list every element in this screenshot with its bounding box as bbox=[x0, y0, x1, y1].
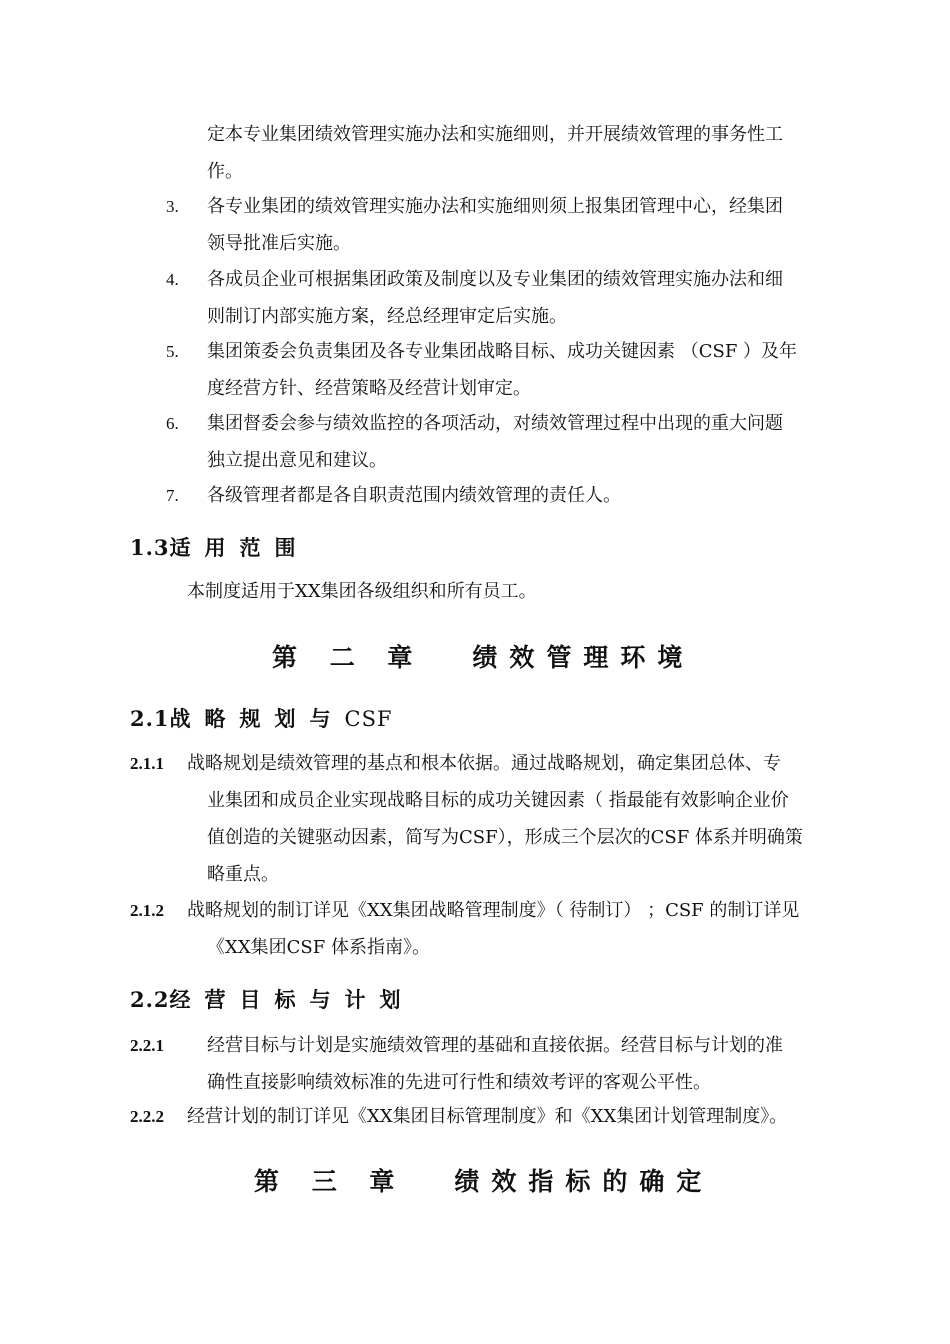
list-item-4-line-2: 则制订内部实施方案，经总经理审定后实施。 bbox=[207, 306, 567, 327]
clause-2-1-1-line-3: 值创造的关键驱动因素，简写为CSF），形成三个层次的CSF 体系并明确策 bbox=[207, 827, 803, 848]
section-title: 适用范围 bbox=[169, 535, 310, 560]
list-item-number: 5. bbox=[166, 342, 179, 361]
section-heading-2-1 bbox=[130, 703, 393, 733]
clause-2-2-1-line-1: 经营目标与计划是实施绩效管理的基础和直接依据。经营目标与计划的准 bbox=[207, 1035, 783, 1056]
list-item-continued-line-2: 作。 bbox=[207, 161, 243, 182]
list-item-number: 3. bbox=[166, 197, 179, 216]
clause-number: 2.2.2 bbox=[130, 1107, 164, 1126]
clause-number: 2.1.2 bbox=[130, 901, 164, 920]
list-item-5-line-1: 集团策委会负责集团及各专业集团战略目标、成功关键因素 （CSF ）及年 bbox=[207, 341, 798, 362]
list-item-number: 6. bbox=[166, 414, 179, 433]
chapter-2-heading bbox=[272, 638, 694, 674]
clause-number: 2.2.1 bbox=[130, 1036, 164, 1055]
section-title: 经营目标与计划 bbox=[169, 987, 415, 1012]
clause-2-2-2-line-1: 经营计划的制订详见《XX集团目标管理制度》和《XX集团计划管理制度》。 bbox=[187, 1106, 788, 1127]
clause-2-1-2-line-2: 《XX集团CSF 体系指南》。 bbox=[207, 937, 430, 958]
list-item-3-line-2: 领导批准后实施。 bbox=[207, 233, 351, 254]
list-item-number: 4. bbox=[166, 270, 179, 289]
section-heading-1-3 bbox=[130, 532, 310, 562]
clause-2-2-1-line-2: 确性直接影响绩效标准的先进可行性和绩效考评的客观公平性。 bbox=[207, 1072, 711, 1093]
section-number: 2.1 bbox=[130, 706, 170, 731]
chapter-label: 第 三 章 bbox=[254, 1167, 407, 1196]
section-title-suffix: CSF bbox=[344, 707, 393, 731]
section-title: 战略规划与 bbox=[169, 706, 345, 731]
chapter-title: 绩效管理环境 bbox=[472, 643, 695, 672]
list-item-7-line-1: 各级管理者都是各自职责范围内绩效管理的责任人。 bbox=[207, 485, 621, 506]
section-number: 2.2 bbox=[130, 987, 170, 1012]
clause-2-1-1-line-2: 业集团和成员企业实现战略目标的成功关键因素（ 指最能有效影响企业价 bbox=[207, 790, 789, 811]
section-heading-2-2 bbox=[130, 984, 415, 1014]
chapter-3-heading bbox=[254, 1162, 713, 1198]
list-item-5-line-2: 度经营方针、经营策略及经营计划审定。 bbox=[207, 378, 531, 399]
clause-2-1-1-line-4: 略重点。 bbox=[207, 864, 279, 885]
list-item-number: 7. bbox=[166, 486, 179, 505]
clause-2-1-2-line-1: 战略规划的制订详见《XX集团战略管理制度》（ 待制订） ；CSF 的制订详见 bbox=[187, 900, 800, 921]
clause-number: 2.1.1 bbox=[130, 754, 164, 773]
list-item-6-line-1: 集团督委会参与绩效监控的各项活动，对绩效管理过程中出现的重大问题 bbox=[207, 413, 783, 434]
clause-2-1-1-line-1: 战略规划是绩效管理的基点和根本依据。通过战略规划，确定集团总体、专 bbox=[187, 753, 781, 774]
list-item-4-line-1: 各成员企业可根据集团政策及制度以及专业集团的绩效管理实施办法和细 bbox=[207, 269, 783, 290]
list-item-6-line-2: 独立提出意见和建议。 bbox=[207, 450, 387, 471]
section-number: 1.3 bbox=[130, 535, 170, 560]
list-item-3-line-1: 各专业集团的绩效管理实施办法和实施细则须上报集团管理中心，经集团 bbox=[207, 196, 783, 217]
list-item-continued-line-1: 定本专业集团绩效管理实施办法和实施细则，并开展绩效管理的事务性工 bbox=[207, 124, 783, 145]
section-1-3-body: 本制度适用于XX集团各级组织和所有员工。 bbox=[187, 581, 537, 602]
chapter-title: 绩效指标的确定 bbox=[454, 1167, 714, 1196]
chapter-label: 第 二 章 bbox=[272, 643, 425, 672]
